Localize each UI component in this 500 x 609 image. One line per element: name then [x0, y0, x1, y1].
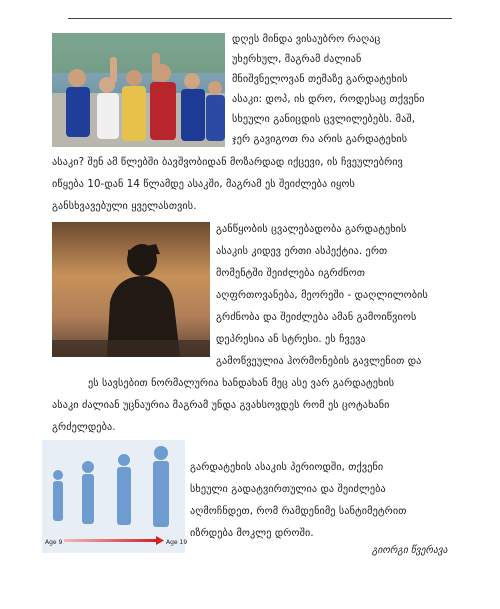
text-line: განსხვავებული ყველასთვის.	[52, 201, 197, 212]
silhouette-photo	[52, 222, 210, 357]
students-photo	[52, 33, 225, 147]
text-line: ასაკი ძალიან უცნაურია მაგრამ უნდა გვახსოვდეს რომ ეს ცოტახანი	[52, 400, 390, 411]
text-line: სხეული გადატვირთულია და შეიძლება	[190, 484, 386, 495]
age-start-label: Age 9	[45, 539, 63, 546]
text-line: გამოწვეულია ჰორმონების გავლენით და	[216, 356, 422, 367]
age-end-label: Age 19	[166, 539, 188, 546]
growth-illustration	[42, 440, 188, 553]
text-line: ასაკის კიდევ ერთი ასპექტია. ერთ	[216, 246, 388, 257]
text-line: იზრდება მოკლე დროში.	[190, 528, 314, 539]
text-line: ეს სავსებით ნორმალურია ხანდახან მეც ასე ვარ გარდატეხის	[88, 378, 395, 389]
text-line: გრძელდება.	[52, 422, 116, 433]
text-line: ჯერ გავიგოთ რა არის გარდატეხის	[232, 134, 408, 145]
text-line: სხეული განიცდის ცვლილებებს. მაშ,	[232, 114, 416, 125]
text-line: გარდატეხის ასაკის პერიოდში, თქვენი	[190, 462, 384, 473]
text-line: მნიშვნელოვან თემაზე გარდატეხის	[232, 74, 408, 85]
text-line: ასაკი? შენ ამ წლებში ბავშვობიდან მოზარდად იქცევი, ის ჩვეულებრივ	[52, 157, 403, 168]
text-line: განწყობის ცვალებადობა გარდატეხის	[216, 224, 407, 235]
author-signature: გიორგი წვერავა	[372, 545, 448, 556]
text-line: აღფრთოვანება, მეორეში - დაღლილობის	[216, 290, 428, 301]
text-line: დეპრესია ან სტრესი. ეს ჩვევა	[216, 334, 366, 345]
text-line: აღმოჩნდეთ, რომ რამდენიმე სანტიმეტრით	[190, 506, 407, 517]
text-line: უხერხულ, მაგრამ ძალიან	[232, 54, 362, 65]
top-divider	[68, 18, 452, 19]
text-line: ასაკი: დოპ, ის დრო, როდესაც თქვენი	[232, 94, 425, 105]
text-line: იწყება 10-დან 14 წლამდე ასაკში, მაგრამ ეს შეიძლება იყოს	[52, 179, 355, 190]
text-line: დღეს მინდა ვისაუბრო რაღაც	[232, 34, 381, 45]
text-line: გრძნობა და შეიძლება ამან გამოიწვიოს	[216, 312, 417, 323]
text-line: მომენტში შეიძლება იგრძნოთ	[216, 268, 365, 279]
